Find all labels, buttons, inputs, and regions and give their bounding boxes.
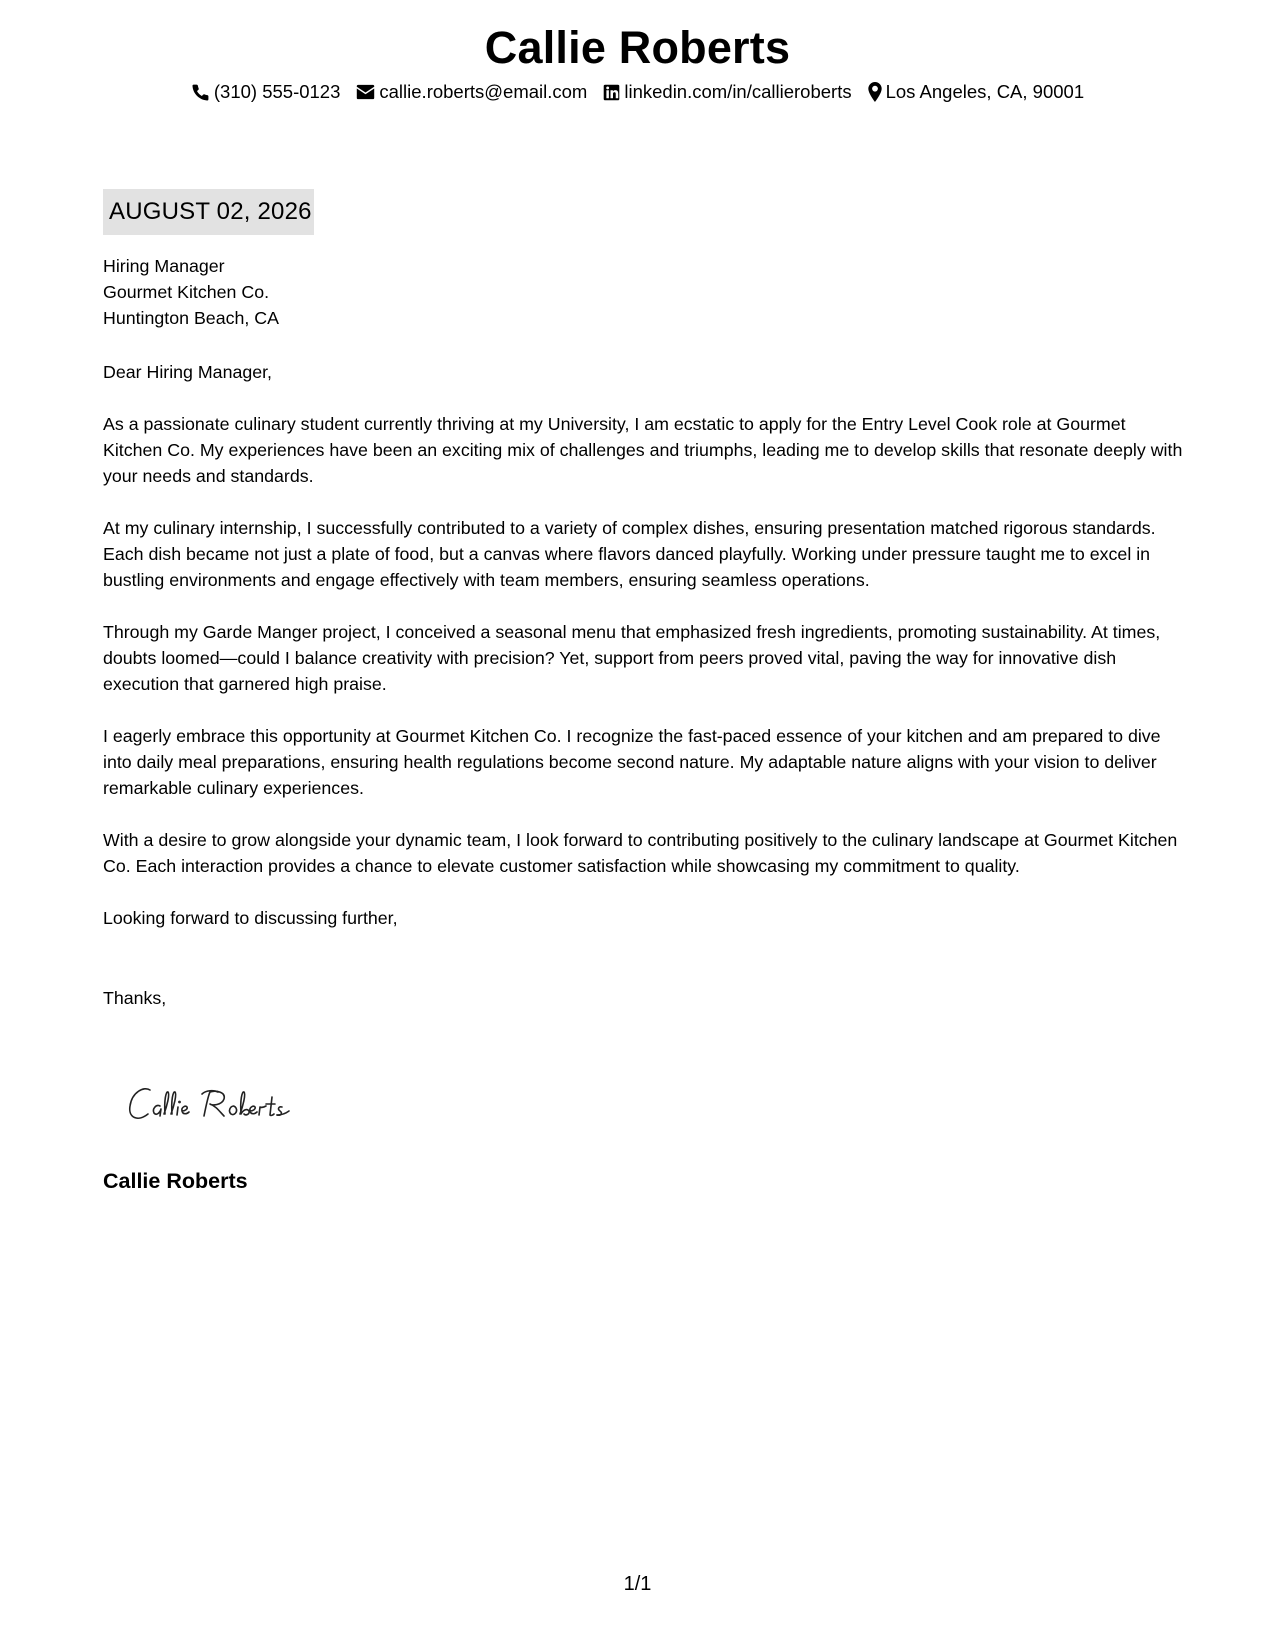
envelope-icon bbox=[356, 84, 375, 100]
signoff: Thanks, bbox=[103, 988, 167, 1008]
recipient-block bbox=[103, 253, 1183, 331]
paragraph-5: With a desire to grow alongside your dynamic team, I look forward to contributing positively to the culinary landscape at Gourmet Kitchen Co. Each interaction provides a chance to elevate customer satisfaction while showcasing my commitment to quality. bbox=[103, 830, 1178, 876]
linkedin-icon bbox=[603, 84, 620, 101]
recipient-title: Hiring Manager bbox=[103, 256, 225, 276]
linkedin-link[interactable]: linkedin.com/in/callieroberts bbox=[624, 81, 852, 102]
recipient-location: Huntington Beach, CA bbox=[103, 308, 279, 328]
salutation: Dear Hiring Manager, bbox=[103, 362, 272, 382]
contact-location bbox=[868, 80, 1085, 104]
paragraph-3: Through my Garde Manger project, I conceived a seasonal menu that emphasized fresh ingredients, promoting sustainability. At times, doubts loomed—could I balance creativity with precision? Yet, support from peers proved vital, paving the way for innovative dish execution that garnered high praise. bbox=[103, 622, 1161, 694]
applicant-name-heading: Callie Roberts bbox=[484, 22, 791, 73]
phone-text: (310) 555-0123 bbox=[213, 81, 341, 102]
handwritten-signature bbox=[126, 1080, 356, 1130]
paragraph-1: As a passionate culinary student currently thriving at my University, I am ecstatic to apply for the Entry Level Cook role at Gourmet Kitchen Co. My experiences have been an exciting mix of challenges and triumphs, leading me to develop skills that resonate deeply with your needs and standards. bbox=[103, 414, 1183, 486]
email-link[interactable]: callie.roberts@email.com bbox=[379, 81, 588, 102]
contact-info-bar bbox=[0, 80, 1275, 104]
closing-line: Looking forward to discussing further, bbox=[103, 908, 398, 928]
contact-phone bbox=[191, 80, 341, 104]
contact-email[interactable] bbox=[356, 80, 587, 104]
paragraph-2: At my culinary internship, I successfully contributed to a variety of complex dishes, ensuring presentation matched rigorous standards. Each dish became not just a plate of food, but a canvas where flavors danced playfully. Working under pressure taught me to excel in bustling environments and engage effectively with team members, ensuring seamless operations. bbox=[103, 518, 1156, 590]
phone-icon bbox=[191, 83, 210, 102]
signer-name: Callie Roberts bbox=[103, 1169, 248, 1193]
map-marker-icon bbox=[868, 82, 882, 102]
letter-body bbox=[103, 253, 1183, 1011]
location-text: Los Angeles, CA, 90001 bbox=[885, 81, 1085, 102]
page-number: 1/1 bbox=[623, 1573, 652, 1595]
paragraph-4: I eagerly embrace this opportunity at Gourmet Kitchen Co. I recognize the fast-paced essence of your kitchen and am prepared to dive into daily meal preparations, ensuring health regulations become second nature. My adaptable nature aligns with your vision to deliver remarkable culinary experiences. bbox=[103, 726, 1161, 798]
recipient-company: Gourmet Kitchen Co. bbox=[103, 282, 270, 302]
letter-date: AUGUST 02, 2026 bbox=[103, 189, 314, 235]
contact-linkedin[interactable] bbox=[603, 80, 851, 104]
